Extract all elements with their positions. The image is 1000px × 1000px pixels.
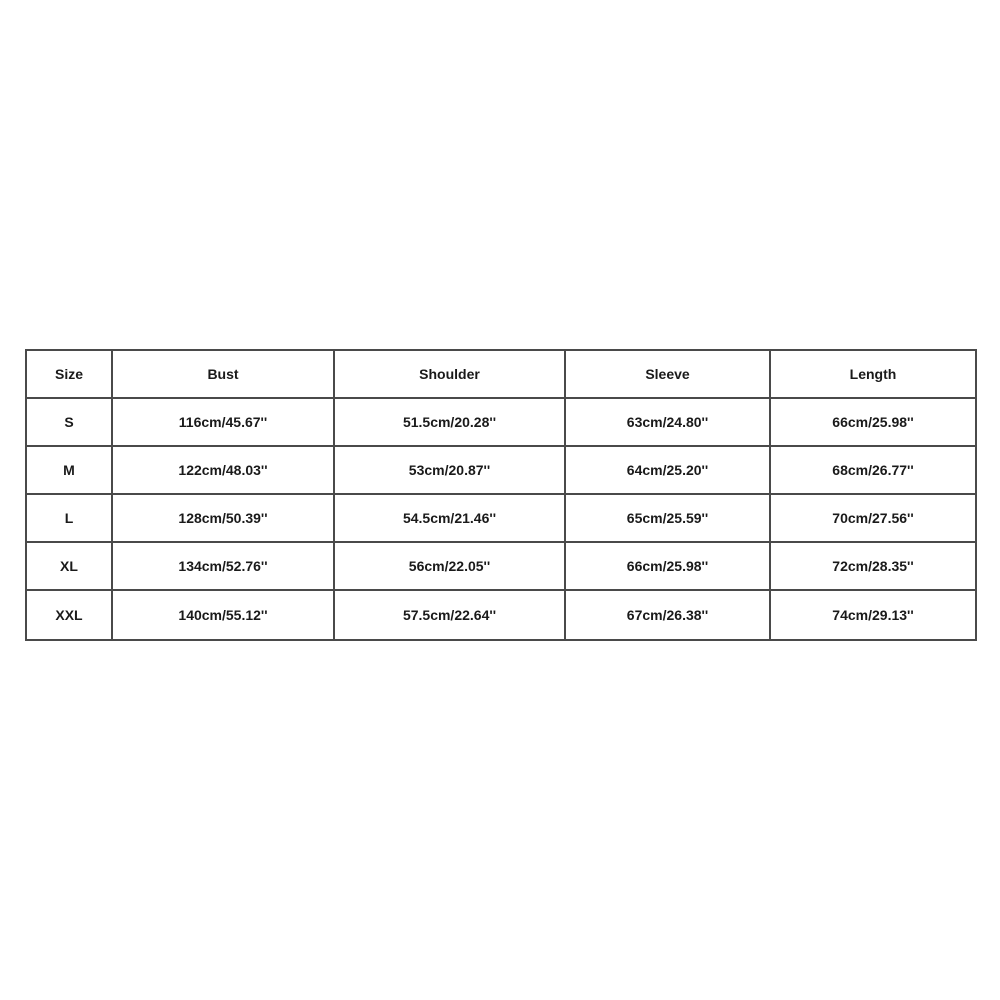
- table-row: [27, 591, 975, 639]
- cell-size: XL: [27, 543, 113, 591]
- cell-sleeve: 64cm/25.20'': [566, 447, 771, 495]
- table-row: [27, 399, 975, 447]
- cell-bust: 116cm/45.67'': [113, 399, 335, 447]
- cell-length: 72cm/28.35'': [771, 543, 975, 591]
- cell-size: S: [27, 399, 113, 447]
- cell-sleeve: 67cm/26.38'': [566, 591, 771, 639]
- cell-size: L: [27, 495, 113, 543]
- cell-length: 70cm/27.56'': [771, 495, 975, 543]
- cell-length: 66cm/25.98'': [771, 399, 975, 447]
- cell-sleeve: 63cm/24.80'': [566, 399, 771, 447]
- cell-bust: 128cm/50.39'': [113, 495, 335, 543]
- header-shoulder: Shoulder: [335, 351, 566, 399]
- cell-size: XXL: [27, 591, 113, 639]
- header-size: Size: [27, 351, 113, 399]
- cell-sleeve: 65cm/25.59'': [566, 495, 771, 543]
- table-row: [27, 447, 975, 495]
- cell-bust: 134cm/52.76'': [113, 543, 335, 591]
- cell-length: 74cm/29.13'': [832, 607, 914, 623]
- cell-shoulder: 53cm/20.87'': [335, 447, 566, 495]
- cell-length: 68cm/26.77'': [771, 447, 975, 495]
- cell-shoulder: 51.5cm/20.28'': [335, 399, 566, 447]
- cell-shoulder: 56cm/22.05'': [335, 543, 566, 591]
- cell-bust: 122cm/48.03'': [113, 447, 335, 495]
- header-bust: Bust: [113, 351, 335, 399]
- cell-shoulder: 54.5cm/21.46'': [335, 495, 566, 543]
- cell-sleeve: 66cm/25.98'': [566, 543, 771, 591]
- header-sleeve: Sleeve: [566, 351, 771, 399]
- table-row: [27, 543, 975, 591]
- cell-shoulder: 57.5cm/22.64'': [335, 591, 566, 639]
- size-chart-table: [25, 349, 977, 641]
- header-length: Length: [771, 351, 975, 399]
- cell-bust: 140cm/55.12'': [113, 591, 335, 639]
- table-header-row: [27, 351, 975, 399]
- table-row: [27, 495, 975, 543]
- cell-size: M: [27, 447, 113, 495]
